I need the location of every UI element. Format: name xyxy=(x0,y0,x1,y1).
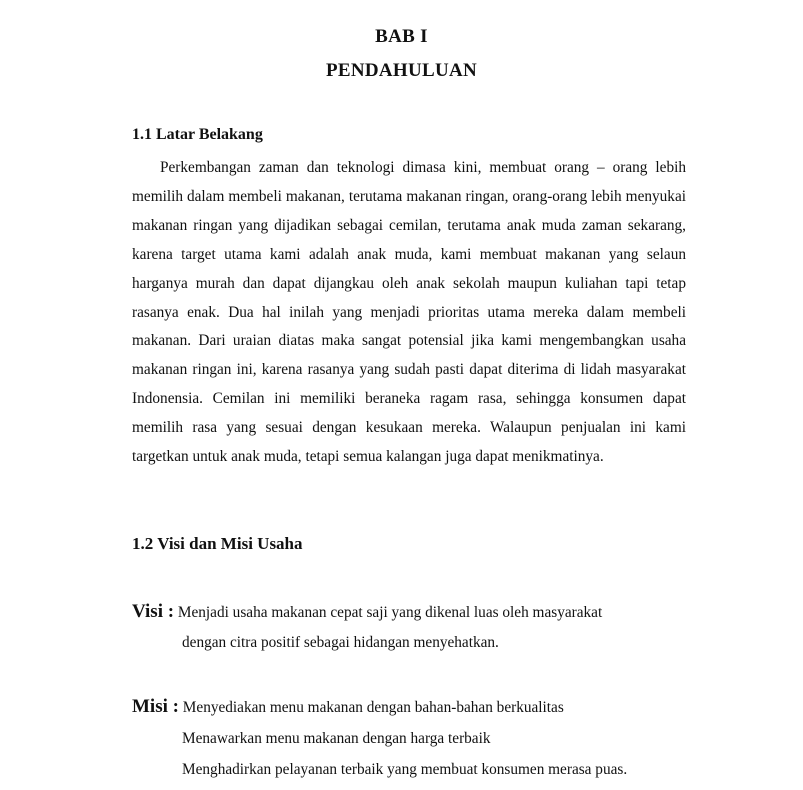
misi-line-1 xyxy=(132,691,732,723)
visi-text-1: Menjadi usaha makanan cepat saji yang dikenal luas oleh masyarakat xyxy=(177,604,603,621)
section-heading-visi-misi: 1.2 Visi dan Misi Usaha xyxy=(132,534,303,553)
misi-block xyxy=(132,691,732,785)
visi-label: Visi : xyxy=(132,601,175,622)
latar-belakang-paragraph: Perkembangan zaman dan teknologi dimasa kini, membuat orang – orang lebih memilih dalam membeli makanan, terutama makanan ringan, orang-orang lebih menyukai makanan ringan yang dijadikan sebagai cemilan, terutama anak muda zaman sekarang, karena target utama kami adalah anak muda, kami membuat makanan yang selaun harganya murah dan dapat dijangkau oleh anak sekolah maupun kuliahan tapi tetap rasanya enak. Dua hal inilah yang menjadi prioritas utama mereka dalam membeli makanan. Dari uraian diatas maka sangat potensial jika kami mengembangkan usaha makanan ringan ini, karena rasanya yang sudah pasti dapat diterima di lidah masyarakat Indonensia. Cemilan ini memiliki beraneka ragam rasa, sehingga konsumen dapat memilih rasa yang sesuai dengan kesukaan mereka. Walaupun penjualan ini kami targetkan untuk anak muda, tetapi semua kalangan juga dapat menikmatinya. xyxy=(132,159,686,466)
chapter-title: PENDAHULUAN xyxy=(325,60,478,81)
misi-line-2: Menawarkan menu makanan dengan harga terbaik xyxy=(182,730,491,747)
misi-text-1: Menyediakan menu makanan dengan bahan-bahan berkualitas xyxy=(182,699,564,716)
chapter-number: BAB I xyxy=(375,26,428,47)
misi-label: Misi : xyxy=(132,696,179,717)
visi-line-1 xyxy=(132,597,732,628)
visi-line-2: dengan citra positif sebagai hidangan menyehatkan. xyxy=(182,634,499,651)
visi-block xyxy=(132,597,732,658)
misi-line-3: Menghadirkan pelayanan terbaik yang membuat konsumen merasa puas. xyxy=(182,761,628,778)
section-heading-latar-belakang: 1.1 Latar Belakang xyxy=(132,126,263,143)
